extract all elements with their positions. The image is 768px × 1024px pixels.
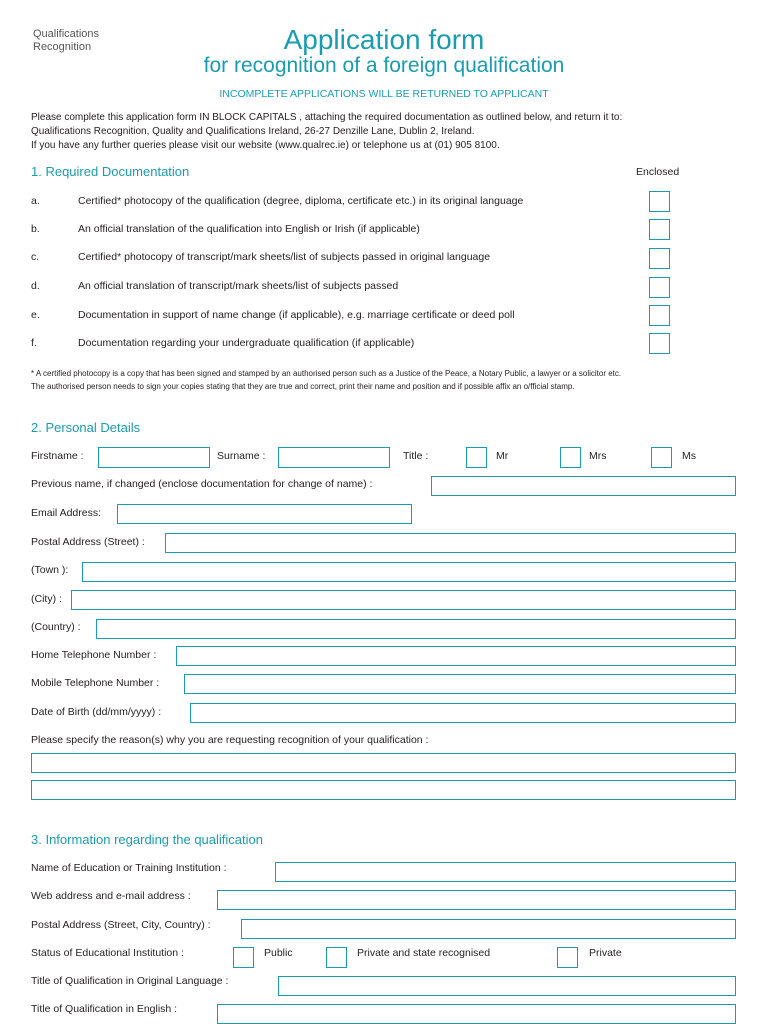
title-mr-checkbox[interactable]: [466, 447, 487, 468]
form-subtitle: for recognition of a foreign qualification: [203, 54, 565, 77]
home-phone-input[interactable]: [176, 646, 736, 666]
web-label: Web address and e-mail address :: [31, 890, 191, 902]
item-a-letter: a.: [31, 195, 40, 207]
title-mrs-checkbox[interactable]: [560, 447, 581, 468]
postal-label: Postal Address (Street, City, Country) :: [31, 919, 211, 931]
town-label: (Town ):: [31, 564, 69, 576]
reason-input-2[interactable]: [31, 780, 736, 800]
item-d-checkbox[interactable]: [649, 277, 670, 298]
item-b-text: An official translation of the qualification into English or Irish (if applicable): [78, 223, 420, 235]
firstname-input[interactable]: [98, 447, 210, 468]
item-e-letter: e.: [31, 309, 40, 321]
title-label: Title :: [403, 450, 429, 462]
title-ms-label: Ms: [682, 450, 696, 462]
street-input[interactable]: [165, 533, 736, 553]
item-b-letter: b.: [31, 223, 40, 235]
org-line-1: Qualifications: [33, 28, 100, 40]
title-mr-label: Mr: [496, 450, 509, 462]
street-label: Postal Address (Street) :: [31, 536, 145, 548]
surname-input[interactable]: [278, 447, 390, 468]
intro-line-3: If you have any further queries please visit our website (www.qualrec.ie) or telephone us at (01) 905 8100.: [31, 140, 500, 151]
status-public-label: Public: [264, 947, 293, 959]
title-original-label: Title of Qualification in Original Language :: [31, 975, 229, 987]
item-b-checkbox[interactable]: [649, 219, 670, 240]
status-label: Status of Educational Institution :: [31, 947, 184, 959]
form-title: Application form: [283, 24, 485, 55]
status-private-state-label: Private and state recognised: [357, 947, 491, 959]
mobile-phone-label: Mobile Telephone Number :: [31, 677, 160, 689]
status-public-checkbox[interactable]: [233, 947, 254, 968]
title-ms-checkbox[interactable]: [651, 447, 672, 468]
previous-name-label: Previous name, if changed (enclose documentation for change of name) :: [31, 478, 373, 490]
incomplete-warning: INCOMPLETE APPLICATIONS WILL BE RETURNED TO APPLICANT: [219, 88, 549, 100]
dob-label: Date of Birth (dd/mm/yyyy) :: [31, 706, 162, 718]
reason-label: Please specify the reason(s) why you are requesting recognition of your qualification :: [31, 734, 429, 746]
dob-input[interactable]: [190, 703, 736, 723]
item-a-text: Certified* photocopy of the qualification (degree, diploma, certificate etc.) in its original language: [78, 195, 524, 207]
item-f-letter: f.: [31, 337, 37, 349]
org-line-2: Recognition: [33, 40, 92, 53]
reason-input-1[interactable]: [31, 753, 736, 773]
section1-heading: 1. Required Documentation: [31, 164, 190, 179]
section3-heading: 3. Information regarding the qualification: [31, 832, 263, 847]
email-input[interactable]: [117, 504, 412, 524]
item-a-checkbox[interactable]: [649, 191, 670, 212]
city-label: (City) :: [31, 593, 62, 605]
institution-label: Name of Education or Training Institution :: [31, 862, 227, 874]
status-private-checkbox[interactable]: [557, 947, 578, 968]
intro-line-1: Please complete this application form IN BLOCK CAPITALS , attaching the required documentation as outlined below, and return it to:: [31, 112, 623, 123]
item-f-text: Documentation regarding your undergraduate qualification (if applicable): [78, 337, 415, 349]
certification-note: [31, 367, 751, 393]
home-phone-label: Home Telephone Number :: [31, 649, 157, 661]
item-d-text: An official translation of transcript/mark sheets/list of subjects passed: [78, 280, 399, 292]
item-c-text: Certified* photocopy of transcript/mark sheets/list of subjects passed in original language: [78, 251, 491, 263]
institution-input[interactable]: [275, 862, 736, 882]
title-english-label: Title of Qualification in English :: [31, 1003, 178, 1015]
note-line-1: * A certified photocopy is a copy that has been signed and stamped by an authorised person such as a Justice of the Peace, a Notary Public, a lawyer or a solicitor etc.: [31, 369, 622, 378]
city-input[interactable]: [71, 590, 736, 610]
surname-label: Surname :: [217, 450, 266, 462]
item-e-text: Documentation in support of name change (if applicable), e.g. marriage certificate or deed poll: [78, 309, 515, 321]
note-line-2: The authorised person needs to sign your copies stating that they are true and correct, print their name and position and if possible affix an o/fficial stamp.: [31, 382, 575, 391]
section2-heading: 2. Personal Details: [31, 420, 141, 435]
title-original-input[interactable]: [278, 976, 736, 996]
town-input[interactable]: [82, 562, 736, 582]
status-private-label: Private: [589, 947, 622, 959]
mobile-phone-input[interactable]: [184, 674, 736, 694]
intro-line-2: Qualifications Recognition, Quality and Qualifications Ireland, 26-27 Denzille Lane, Dublin 2, Ireland.: [31, 126, 475, 137]
item-f-checkbox[interactable]: [649, 333, 670, 354]
enclosed-label: Enclosed: [636, 166, 680, 178]
item-c-checkbox[interactable]: [649, 248, 670, 269]
status-private-state-checkbox[interactable]: [326, 947, 347, 968]
item-e-checkbox[interactable]: [649, 305, 670, 326]
title-english-input[interactable]: [217, 1004, 736, 1024]
email-label: Email Address:: [31, 507, 102, 519]
intro-text: [31, 111, 751, 153]
web-input[interactable]: [217, 890, 736, 910]
firstname-label: Firstname :: [31, 450, 84, 462]
title-mrs-label: Mrs: [589, 450, 607, 462]
country-label: (Country) :: [31, 621, 81, 633]
postal-input[interactable]: [241, 919, 736, 939]
previous-name-input[interactable]: [431, 476, 736, 496]
item-d-letter: d.: [31, 280, 40, 292]
country-input[interactable]: [96, 619, 736, 639]
item-c-letter: c.: [31, 251, 40, 263]
